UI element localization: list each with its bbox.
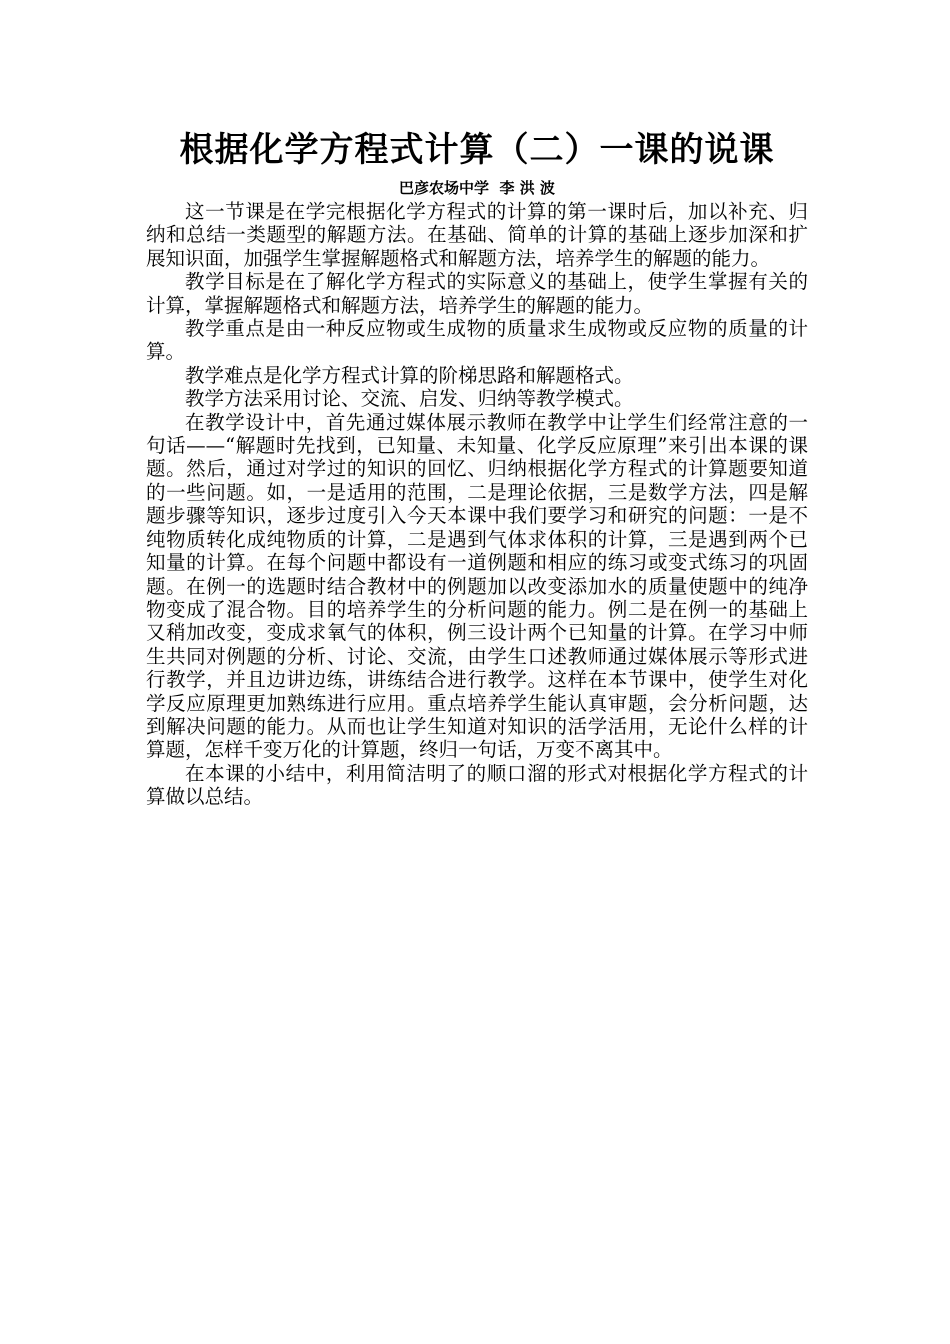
document-title: 根据化学方程式计算（二）一课的说课 [179, 130, 775, 170]
paragraph-teaching-focus: 教学重点是由一种反应物或生成物的质量求生成物或反应物的质量的计算。 [146, 317, 808, 364]
paragraph-intro: 这一节课是在学完根据化学方程式的计算的第一课时后，加以补充、归纳和总结一类题型的解题方法。在基础、简单的计算的基础上逐步加深和扩展知识面，加强学生掌握解题格式和解题方法，培养学生的解题的能力。 [146, 200, 808, 270]
paragraph-teaching-design: 在教学设计中，首先通过媒体展示教师在教学中让学生们经常注意的一句话——“解题时先找到，已知量、未知量、化学反应原理”来引出本课的课题。然后，通过对学过的知识的回忆、归纳根据化学方程式的计算题要知道的一些问题。如，一是适用的范围，二是理论依据，三是数学方法，四是解题步骤等知识，逐步过度引入今天本课中我们要学习和研究的问题：一是不纯物质转化成纯物质的计算，二是遇到气体求体积的计算，三是遇到两个已知量的计算。在每个问题中都设有一道例题和相应的练习或变式练习的巩固题。在例一的选题时结合教材中的例题加以改变添加水的质量使题中的纯净物变成了混合物。目的培养学生的分析问题的能力。例二是在例一的基础上又稍加改变，变成求氧气的体积，例三设计两个已知量的计算。在学习中师生共同对例题的分析、讨论、交流，由学生口述教师通过媒体展示等形式进行教学，并且边讲边练，讲练结合进行教学。这样在本节课中，使学生对化学反应原理更加熟练进行应用。重点培养学生能认真审题，会分析问题，达到解决问题的能力。从而也让学生知道对知识的活学活用，无论什么样的计算题，怎样千变万化的计算题，终归一句话，万变不离其中。 [146, 410, 808, 762]
paragraph-teaching-goal: 教学目标是在了解化学方程式的实际意义的基础上，使学生掌握有关的计算，掌握解题格式和解题方法，培养学生的解题的能力。 [146, 270, 808, 317]
paragraph-teaching-difficulty: 教学难点是化学方程式计算的阶梯思路和解题格式。 [185, 363, 634, 387]
paragraph-summary: 在本课的小结中，利用简洁明了的顺口溜的形式对根据化学方程式的计算做以总结。 [146, 761, 808, 809]
document-content [146, 128, 808, 809]
paragraph-teaching-method: 教学方法采用讨论、交流、启发、归纳等教学模式。 [185, 387, 634, 411]
document-body [146, 200, 808, 809]
author-line: 巴彦农场中学 李 洪 波 [399, 179, 555, 197]
